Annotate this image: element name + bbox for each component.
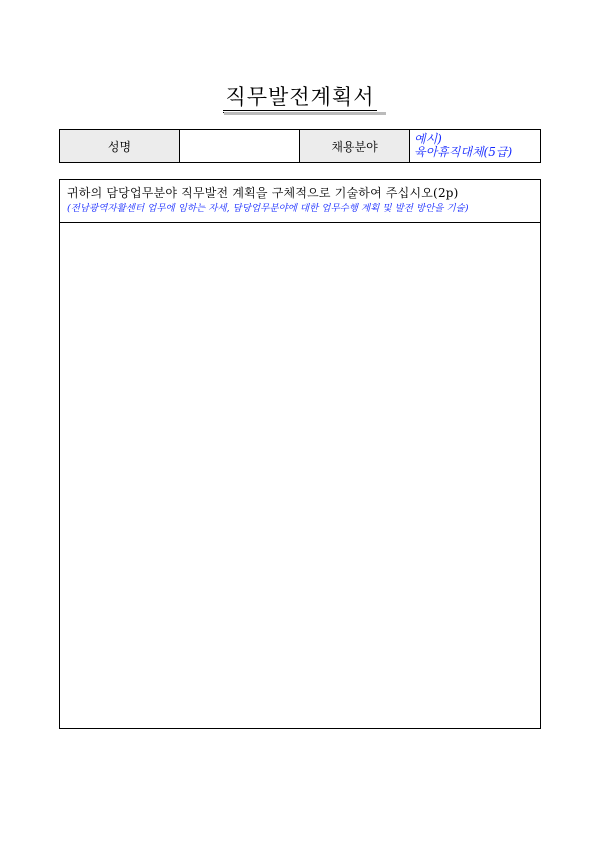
plan-section-header: [60, 180, 540, 223]
plan-answer-area[interactable]: [60, 223, 540, 726]
title-underline-shadow: [224, 112, 386, 115]
field-value-line1: 예시): [414, 132, 442, 146]
field-value-line2: 육아휴직대체(5급): [414, 145, 513, 159]
title-container: [0, 86, 600, 113]
plan-hint: (전남광역자활센터 업무에 임하는 자세, 담당업무분야에 대한 업무수행 계획 및 발전 방안을 기술): [67, 203, 469, 214]
field-label: 채용분야: [300, 130, 410, 163]
plan-section: [59, 179, 541, 729]
name-label: 성명: [60, 130, 180, 163]
info-table: [59, 129, 541, 163]
name-field[interactable]: [180, 130, 300, 163]
field-value[interactable]: [410, 130, 541, 163]
document-title: 직무발전계획서: [223, 86, 376, 113]
plan-question: 귀하의 담당업무분야 직무발전 계획을 구체적으로 기술하여 주십시오(2p): [67, 186, 459, 200]
info-row: [60, 130, 541, 163]
